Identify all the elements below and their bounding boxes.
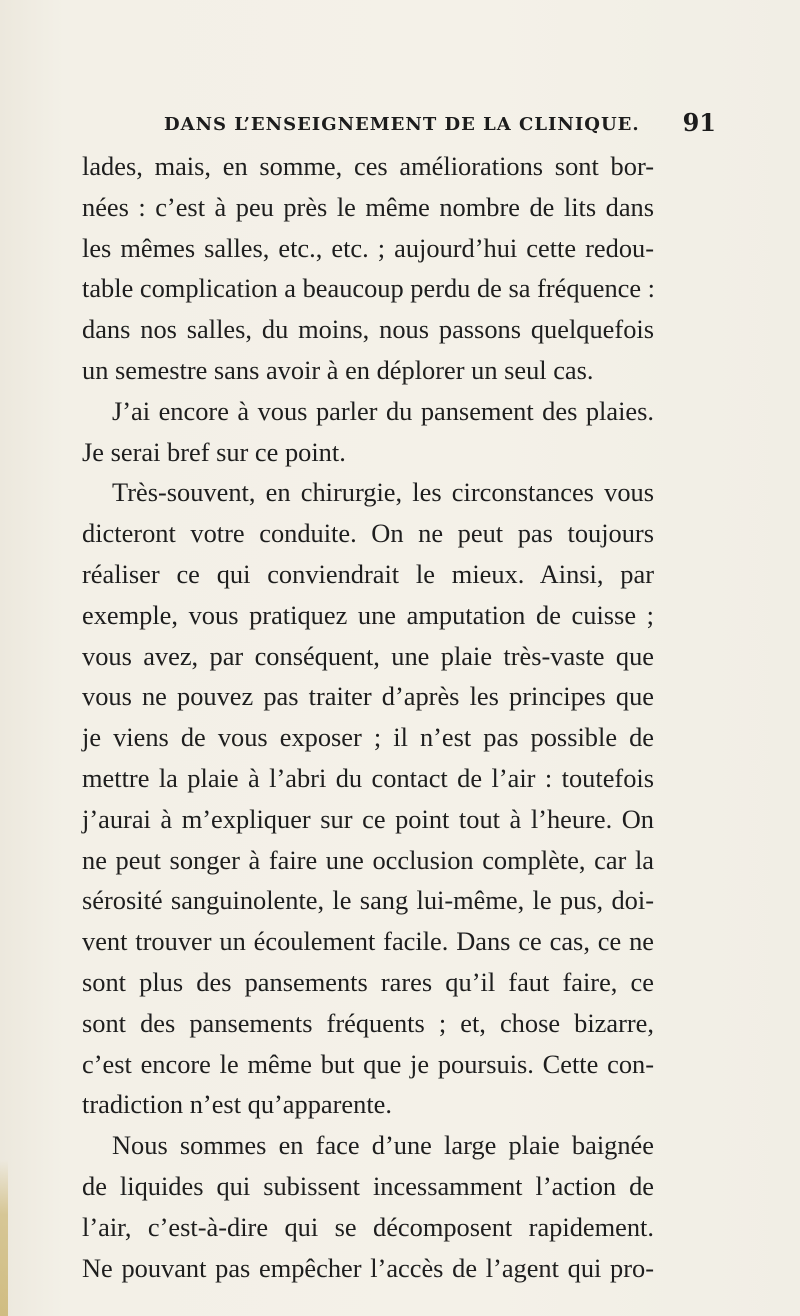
body-text bbox=[82, 146, 654, 1288]
paragraph-end-line: un semestre sans avoir à en déplorer un seul cas. bbox=[82, 354, 594, 385]
text-line: ne peut songer à faire une occlusion complète, car la bbox=[82, 844, 654, 875]
text-line: table complication a beaucoup perdu de sa fréquence : bbox=[82, 273, 656, 304]
text-line: réaliser ce qui conviendrait le mieux. Ainsi, par bbox=[82, 558, 654, 589]
text-line: c’est encore le même but que je poursuis. Cette con- bbox=[82, 1048, 654, 1079]
paragraph-start-line: Très-souvent, en chirurgie, les circonstances vous bbox=[112, 477, 654, 508]
text-line: mettre la plaie à l’abri du contact de l’air : toutefois bbox=[82, 762, 654, 793]
text-line: j’aurai à m’expliquer sur ce point tout à l’heure. On bbox=[82, 803, 654, 834]
paragraph-start-line: J’ai encore à vous parler du pansement des plaies. bbox=[112, 395, 654, 426]
text-line: sont plus des pansements rares qu’il faut faire, ce bbox=[82, 966, 654, 997]
text-line: dans nos salles, du moins, nous passons quelquefois bbox=[82, 314, 654, 345]
text-line: vous ne pouvez pas traiter d’après les principes que bbox=[82, 681, 654, 712]
paragraph-end-line: Je serai bref sur ce point. bbox=[82, 436, 346, 467]
text-line: sérosité sanguinolente, le sang lui-même, le pus, doi- bbox=[82, 885, 654, 916]
running-head bbox=[164, 108, 724, 138]
text-line: vous avez, par conséquent, une plaie très-vaste que bbox=[82, 640, 654, 671]
page-binding-edge bbox=[0, 1160, 8, 1316]
text-line: dicteront votre conduite. On ne peut pas toujours bbox=[82, 518, 654, 549]
text-line: Ne pouvant pas empêcher l’accès de l’agent qui pro- bbox=[82, 1252, 654, 1283]
paragraph-start-line: Nous sommes en face d’une large plaie baignée bbox=[112, 1130, 654, 1161]
paragraph-end-line: tradiction n’est qu’apparente. bbox=[82, 1089, 392, 1120]
text-line: les mêmes salles, etc., etc. ; aujourd’hui cette redou- bbox=[82, 232, 654, 263]
text-line: nées : c’est à peu près le même nombre de lits dans bbox=[82, 191, 654, 222]
text-line: sont des pansements fréquents ; et, chose bizarre, bbox=[82, 1007, 654, 1038]
text-line: exemple, vous pratiquez une amputation de cuisse ; bbox=[82, 599, 654, 630]
text-line: je viens de vous exposer ; il n’est pas possible de bbox=[82, 722, 654, 753]
text-line: vent trouver un écoulement facile. Dans ce cas, ce ne bbox=[82, 926, 654, 957]
text-line: de liquides qui subissent incessamment l’action de bbox=[82, 1170, 654, 1201]
text-line: lades, mais, en somme, ces améliorations sont bor- bbox=[82, 151, 654, 181]
running-head-title: DANS L’ENSEIGNEMENT DE LA CLINIQUE. bbox=[164, 114, 640, 135]
text-line: l’air, c’est-à-dire qui se décomposent rapidement. bbox=[82, 1211, 654, 1242]
page-number: 91 bbox=[682, 108, 716, 137]
